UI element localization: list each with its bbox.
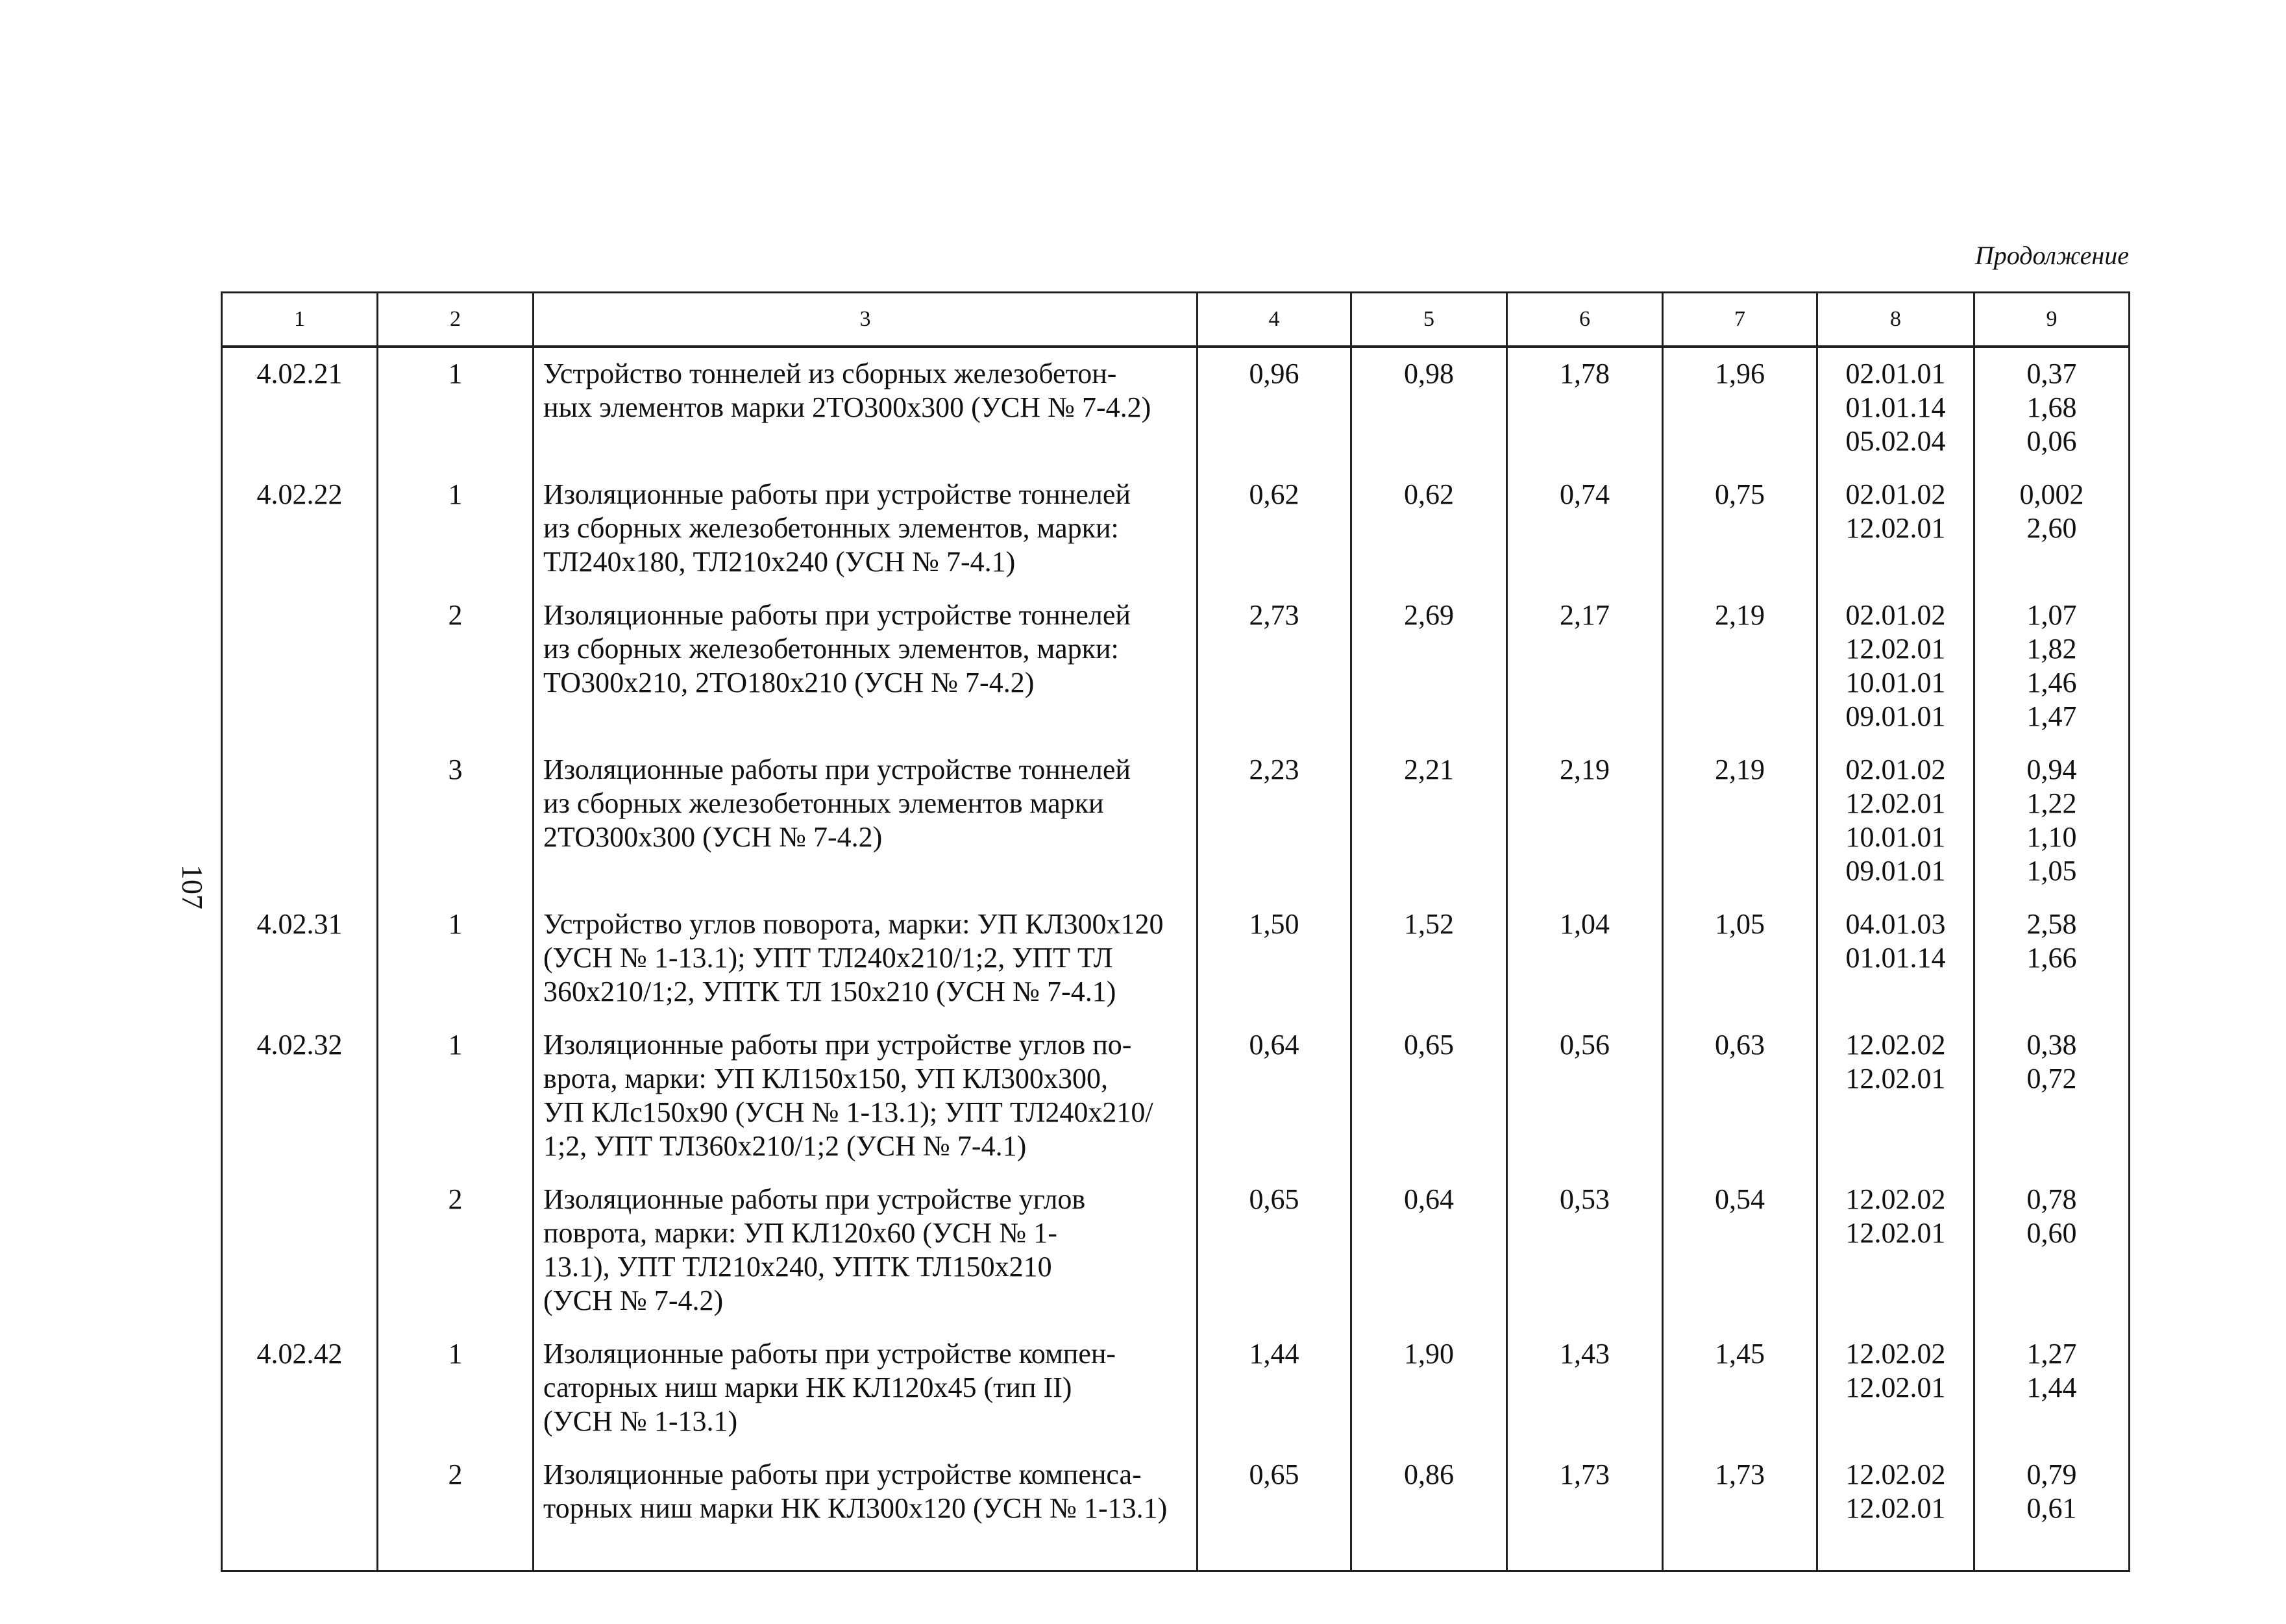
page-number: 107 <box>176 865 209 909</box>
resource-code: 02.01.02 <box>1845 478 1946 510</box>
section-code-cell: 4.02.42 <box>222 1328 378 1449</box>
coefficient-value: 0,79 <box>2026 1458 2077 1490</box>
coefficient-value: 0,002 <box>2019 478 2084 510</box>
value-cell-col6: 1,78 <box>1507 347 1663 469</box>
column-header: 7 <box>1663 293 1817 347</box>
resource-code: 12.02.02 <box>1845 1338 1946 1370</box>
description-line: (УСН № 1-13.1) <box>543 1405 738 1437</box>
resource-code: 12.02.02 <box>1845 1183 1946 1215</box>
coefficient-value: 1,68 <box>2026 391 2077 423</box>
value-cell-col6: 1,43 <box>1507 1328 1663 1449</box>
section-code-cell <box>222 744 378 898</box>
section-code-cell <box>222 589 378 744</box>
table-row <box>222 347 2130 469</box>
coefficients-cell <box>1974 898 2130 1019</box>
description-line: (УСН № 7-4.2) <box>543 1285 724 1316</box>
value-cell-col4: 0,64 <box>1198 1019 1351 1174</box>
item-number-cell: 1 <box>378 1328 534 1449</box>
work-description-cell <box>534 589 1198 744</box>
item-number-cell: 1 <box>378 1019 534 1174</box>
description-line: Изоляционные работы при устройстве компен- <box>543 1338 1116 1370</box>
value-cell-col6: 2,17 <box>1507 589 1663 744</box>
work-description-cell <box>534 469 1198 589</box>
description-line: врота, марки: УП КЛ150х150, УП КЛ300х300, <box>543 1063 1108 1094</box>
item-number-cell: 1 <box>378 469 534 589</box>
resource-code: 12.02.01 <box>1845 633 1946 665</box>
value-cell-col7: 1,73 <box>1663 1449 1817 1571</box>
value-cell-col7: 2,19 <box>1663 589 1817 744</box>
resource-code: 05.02.04 <box>1845 425 1946 457</box>
resource-code: 09.01.01 <box>1845 700 1946 732</box>
norms-table <box>221 291 2130 1572</box>
description-line: из сборных железобетонных элементов, марки: <box>543 633 1119 665</box>
description-line: Устройство тоннелей из сборных железобетон- <box>543 358 1117 389</box>
description-line: из сборных железобетонных элементов марки <box>543 787 1104 819</box>
section-code-cell <box>222 1449 378 1571</box>
description-line: торных ниш марки НК КЛ300х120 (УСН № 1-13.1) <box>543 1492 1168 1524</box>
table-row <box>222 1019 2130 1174</box>
table-row <box>222 469 2130 589</box>
continuation-label: Продолжение <box>1974 241 2129 270</box>
description-line: Изоляционные работы при устройстве тоннелей <box>543 599 1131 631</box>
coefficient-value: 2,58 <box>2026 908 2077 940</box>
value-cell-col7: 1,05 <box>1663 898 1817 1019</box>
coefficients-cell <box>1974 589 2130 744</box>
resource-code: 12.02.02 <box>1845 1458 1946 1490</box>
resource-code: 12.02.01 <box>1845 512 1946 544</box>
coefficient-value: 0,60 <box>2026 1217 2077 1249</box>
resource-code: 12.02.01 <box>1845 1217 1946 1249</box>
value-cell-col6: 1,04 <box>1507 898 1663 1019</box>
resource-codes-cell <box>1817 1449 1974 1571</box>
value-cell-col7: 0,54 <box>1663 1174 1817 1328</box>
value-cell-col5: 0,62 <box>1351 469 1507 589</box>
coefficients-cell <box>1974 1174 2130 1328</box>
description-line: УП КЛс150х90 (УСН № 1-13.1); УПТ ТЛ240х210/ <box>543 1096 1153 1128</box>
coefficients-cell <box>1974 744 2130 898</box>
work-description-cell <box>534 1174 1198 1328</box>
description-line: 2ТО300х300 (УСН № 7-4.2) <box>543 821 883 853</box>
coefficient-value: 1,46 <box>2026 667 2077 698</box>
value-cell-col4: 0,96 <box>1198 347 1351 469</box>
value-cell-col5: 0,86 <box>1351 1449 1507 1571</box>
description-line: Изоляционные работы при устройстве тоннелей <box>543 754 1131 785</box>
description-line: Изоляционные работы при устройстве компенса- <box>543 1458 1142 1490</box>
table-row <box>222 1328 2130 1449</box>
coefficient-value: 1,66 <box>2026 942 2077 974</box>
coefficient-value: 1,05 <box>2026 855 2077 887</box>
resource-codes-cell <box>1817 1328 1974 1449</box>
description-line: поврота, марки: УП КЛ120х60 (УСН № 1- <box>543 1217 1057 1249</box>
coefficient-value: 2,60 <box>2026 512 2077 544</box>
resource-codes-cell <box>1817 744 1974 898</box>
work-description-cell <box>534 898 1198 1019</box>
coefficients-cell <box>1974 347 2130 469</box>
coefficient-value: 1,47 <box>2026 700 2077 732</box>
value-cell-col6: 2,19 <box>1507 744 1663 898</box>
resource-codes-cell <box>1817 469 1974 589</box>
resource-code: 12.02.01 <box>1845 1492 1946 1524</box>
table-row <box>222 1449 2130 1571</box>
description-line: ТЛ240х180, ТЛ210х240 (УСН № 7-4.1) <box>543 546 1016 578</box>
value-cell-col5: 2,21 <box>1351 744 1507 898</box>
value-cell-col4: 0,65 <box>1198 1174 1351 1328</box>
column-header: 4 <box>1198 293 1351 347</box>
value-cell-col6: 0,74 <box>1507 469 1663 589</box>
resource-codes-cell <box>1817 347 1974 469</box>
section-code-cell <box>222 1174 378 1328</box>
column-header: 6 <box>1507 293 1663 347</box>
item-number-cell: 1 <box>378 898 534 1019</box>
table-body <box>222 347 2130 1571</box>
resource-codes-cell <box>1817 1019 1974 1174</box>
description-line: 1;2, УПТ ТЛ360х210/1;2 (УСН № 7-4.1) <box>543 1130 1027 1162</box>
table-row <box>222 589 2130 744</box>
description-line: (УСН № 1-13.1); УПТ ТЛ240х210/1;2, УПТ ТЛ <box>543 942 1113 974</box>
coefficients-cell <box>1974 469 2130 589</box>
value-cell-col4: 2,73 <box>1198 589 1351 744</box>
description-line: ТО300х210, 2ТО180х210 (УСН № 7-4.2) <box>543 667 1035 698</box>
value-cell-col4: 0,62 <box>1198 469 1351 589</box>
coefficients-cell <box>1974 1328 2130 1449</box>
resource-code: 12.02.01 <box>1845 787 1946 819</box>
description-line: из сборных железобетонных элементов, марки: <box>543 512 1119 544</box>
column-number-header-row <box>222 293 2130 347</box>
coefficient-value: 0,61 <box>2026 1492 2077 1524</box>
coefficient-value: 1,10 <box>2026 821 2077 853</box>
value-cell-col4: 1,50 <box>1198 898 1351 1019</box>
value-cell-col5: 1,90 <box>1351 1328 1507 1449</box>
coefficient-value: 0,72 <box>2026 1063 2077 1094</box>
resource-code: 01.01.14 <box>1845 391 1946 423</box>
resource-code: 02.01.02 <box>1845 754 1946 785</box>
value-cell-col6: 1,73 <box>1507 1449 1663 1571</box>
coefficient-value: 1,07 <box>2026 599 2077 631</box>
resource-code: 01.01.14 <box>1845 942 1946 974</box>
description-line: Изоляционные работы при устройстве углов <box>543 1183 1086 1215</box>
column-header: 9 <box>1974 293 2130 347</box>
work-description-cell <box>534 1019 1198 1174</box>
coefficients-cell <box>1974 1449 2130 1571</box>
coefficient-value: 1,27 <box>2026 1338 2077 1370</box>
work-description-cell <box>534 1449 1198 1571</box>
resource-code: 02.01.02 <box>1845 599 1946 631</box>
column-header: 2 <box>378 293 534 347</box>
resource-code: 10.01.01 <box>1845 821 1946 853</box>
value-cell-col5: 0,98 <box>1351 347 1507 469</box>
value-cell-col5: 0,65 <box>1351 1019 1507 1174</box>
table-row <box>222 898 2130 1019</box>
value-cell-col7: 2,19 <box>1663 744 1817 898</box>
item-number-cell: 2 <box>378 1174 534 1328</box>
coefficient-value: 0,06 <box>2026 425 2077 457</box>
value-cell-col6: 0,56 <box>1507 1019 1663 1174</box>
item-number-cell: 2 <box>378 589 534 744</box>
coefficient-value: 0,78 <box>2026 1183 2077 1215</box>
resource-code: 12.02.02 <box>1845 1029 1946 1061</box>
description-line: саторных ниш марки НК КЛ120х45 (тип II) <box>543 1372 1072 1403</box>
description-line: 360х210/1;2, УПТК ТЛ 150х210 (УСН № 7-4.1) <box>543 976 1116 1007</box>
value-cell-col4: 1,44 <box>1198 1328 1351 1449</box>
coefficient-value: 1,82 <box>2026 633 2077 665</box>
resource-code: 09.01.01 <box>1845 855 1946 887</box>
resource-codes-cell <box>1817 589 1974 744</box>
coefficient-value: 1,22 <box>2026 787 2077 819</box>
resource-codes-cell <box>1817 1174 1974 1328</box>
description-line: Изоляционные работы при устройстве тоннелей <box>543 478 1131 510</box>
work-description-cell <box>534 744 1198 898</box>
column-header: 3 <box>534 293 1198 347</box>
resource-codes-cell <box>1817 898 1974 1019</box>
column-header: 5 <box>1351 293 1507 347</box>
value-cell-col6: 0,53 <box>1507 1174 1663 1328</box>
resource-code: 10.01.01 <box>1845 667 1946 698</box>
item-number-cell: 1 <box>378 347 534 469</box>
value-cell-col7: 1,96 <box>1663 347 1817 469</box>
coefficient-value: 0,37 <box>2026 358 2077 389</box>
value-cell-col5: 0,64 <box>1351 1174 1507 1328</box>
section-code-cell: 4.02.31 <box>222 898 378 1019</box>
value-cell-col7: 0,75 <box>1663 469 1817 589</box>
coefficient-value: 0,94 <box>2026 754 2077 785</box>
resource-code: 12.02.01 <box>1845 1063 1946 1094</box>
description-line: Устройство углов поворота, марки: УП КЛ300х120 <box>543 908 1164 940</box>
description-line: ных элементов марки 2ТО300х300 (УСН № 7-4.2) <box>543 391 1151 423</box>
value-cell-col4: 0,65 <box>1198 1449 1351 1571</box>
resource-code: 04.01.03 <box>1845 908 1946 940</box>
section-code-cell: 4.02.32 <box>222 1019 378 1174</box>
description-line: 13.1), УПТ ТЛ210х240, УПТК ТЛ150х210 <box>543 1251 1052 1283</box>
column-header: 1 <box>222 293 378 347</box>
resource-code: 12.02.01 <box>1845 1372 1946 1403</box>
column-header: 8 <box>1817 293 1974 347</box>
coefficient-value: 1,44 <box>2026 1372 2077 1403</box>
coefficient-value: 0,38 <box>2026 1029 2077 1061</box>
resource-code: 02.01.01 <box>1845 358 1946 389</box>
value-cell-col7: 1,45 <box>1663 1328 1817 1449</box>
value-cell-col5: 1,52 <box>1351 898 1507 1019</box>
section-code-cell: 4.02.21 <box>222 347 378 469</box>
section-code-cell: 4.02.22 <box>222 469 378 589</box>
table-row <box>222 1174 2130 1328</box>
work-description-cell <box>534 347 1198 469</box>
item-number-cell: 2 <box>378 1449 534 1571</box>
value-cell-col5: 2,69 <box>1351 589 1507 744</box>
value-cell-col4: 2,23 <box>1198 744 1351 898</box>
value-cell-col7: 0,63 <box>1663 1019 1817 1174</box>
description-line: Изоляционные работы при устройстве углов по- <box>543 1029 1132 1061</box>
table-row <box>222 744 2130 898</box>
coefficients-cell <box>1974 1019 2130 1174</box>
item-number-cell: 3 <box>378 744 534 898</box>
work-description-cell <box>534 1328 1198 1449</box>
